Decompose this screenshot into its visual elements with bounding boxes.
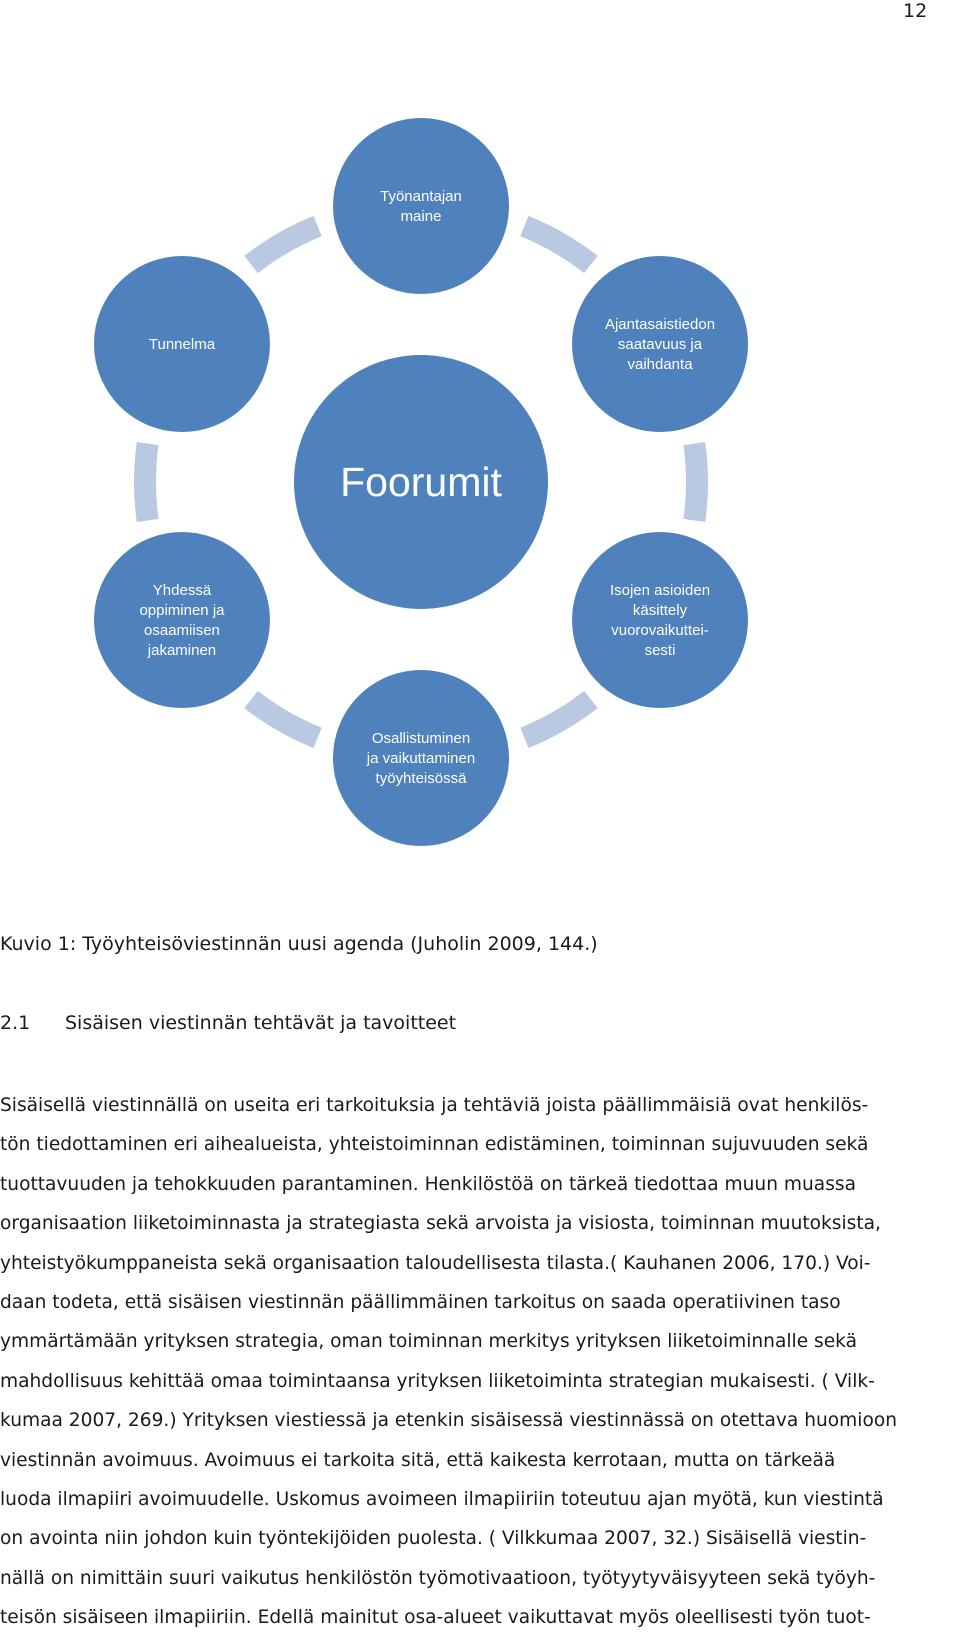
cycle-connector (251, 226, 318, 264)
body-line: yhteistyökumppaneista sekä organisaation taloudellisesta tilasta.( Kauhanen 2006, 170.) Voi- (0, 1252, 871, 1274)
node-upper-right-label: Ajantasaistiedon (604, 316, 716, 333)
cycle-connector (524, 699, 591, 737)
center-label: Foorumit (340, 459, 502, 505)
figure-caption: Kuvio 1: Työyhteisöviestinnän uusi agenda (Juholin 2009, 144.) (0, 933, 598, 955)
node-lower-left-label: jakaminen (147, 642, 217, 659)
section-heading (0, 1012, 456, 1034)
body-line: mahdollisuus kehittää omaa toimintaansa yrityksen liiketoiminta strategian mukaisesti. ( Vilk- (0, 1370, 875, 1392)
body-line: tön tiedottaminen eri aihealueista, yhteistoiminnan edistäminen, toiminnan sujuvuuden sekä (0, 1134, 869, 1156)
body-line: organisaation liiketoiminnasta ja strategiasta sekä arvoista ja visiosta, toiminnan muutoksista, (0, 1213, 881, 1235)
node-top-circle (332, 117, 510, 295)
body-line: teisön sisäiseen ilmapiiriin. Edellä mainitut osa-alueet vaikuttavat myös oleellisesti työn tuot- (0, 1607, 871, 1629)
body-line: luoda ilmapiiri avoimuudelle. Uskomus avoimeen ilmapiiriin toteutuu ajan myötä, kun viestintä (0, 1488, 884, 1510)
cycle-connector (251, 699, 318, 737)
node-lower-left-label: osaamiisen (144, 622, 220, 639)
body-line: daan todeta, että sisäisen viestinnän päällimmäinen tarkoitus on saada operatiivinen taso (0, 1291, 841, 1313)
page-number: 12 (903, 0, 928, 22)
cycle-connector (694, 444, 697, 521)
node-lower-left-label: Yhdessä (152, 582, 212, 599)
node-upper-right-label: vaihdanta (627, 356, 693, 373)
body-line: nällä on nimittäin suuri vaikutus henkilöstön työmotivaatioon, työtyytyväisyyteen sekä työyh- (0, 1567, 876, 1589)
node-lower-right-label: käsittely (632, 602, 688, 619)
node-lower-right-circle (571, 531, 749, 709)
node-bottom-label: työyhteisössä (375, 770, 467, 787)
node-upper-left-label: Tunnelma (148, 336, 216, 353)
node-top-label: maine (400, 208, 442, 225)
node-lower-right-label: sesti (644, 642, 676, 659)
body-line: kumaa 2007, 269.) Yrityksen viestiessä ja etenkin sisäisessä viestinnässä on otettava huomioon (0, 1410, 897, 1432)
node-lower-left-label: oppiminen ja (139, 602, 225, 619)
body-line: Sisäisellä viestinnällä on useita eri tarkoituksia ja tehtäviä joista päällimmäisiä ovat henkilös- (0, 1095, 869, 1116)
cycle-connector (145, 444, 148, 521)
node-lower-left-circle (93, 531, 271, 709)
body-line: ymmärtämään yrityksen strategia, oman toiminnan merkitys yrityksen liiketoiminnalle sekä (0, 1331, 858, 1353)
body-paragraph (0, 1086, 960, 1637)
node-bottom-label: Osallistuminen (371, 730, 471, 747)
node-top-label: Työnantajan (380, 188, 462, 205)
body-line: viestinnän avoimuus. Avoimuus ei tarkoita sitä, että kaikesta kerrotaan, mutta on tärkeää (0, 1449, 836, 1471)
node-upper-right-label: saatavuus ja (617, 336, 703, 353)
body-line: on avointa niin johdon kuin työntekijöiden puolesta. ( Vilkkumaa 2007, 32.) Sisäisellä viestin- (0, 1528, 867, 1550)
node-lower-right-label: vuorovaikuttei- (611, 622, 709, 639)
cycle-connector (524, 226, 591, 264)
node-bottom-label: ja vaikuttaminen (366, 750, 476, 767)
body-line: tuottavuuden ja tehokkuuden parantaminen. Henkilöstöä on tärkeä tiedottaa muun muassa (0, 1173, 856, 1195)
node-lower-right-label: Isojen asioiden (609, 582, 711, 599)
section-title: Sisäisen viestinnän tehtävät ja tavoitteet (65, 1012, 457, 1034)
section-number: 2.1 (0, 1012, 31, 1034)
